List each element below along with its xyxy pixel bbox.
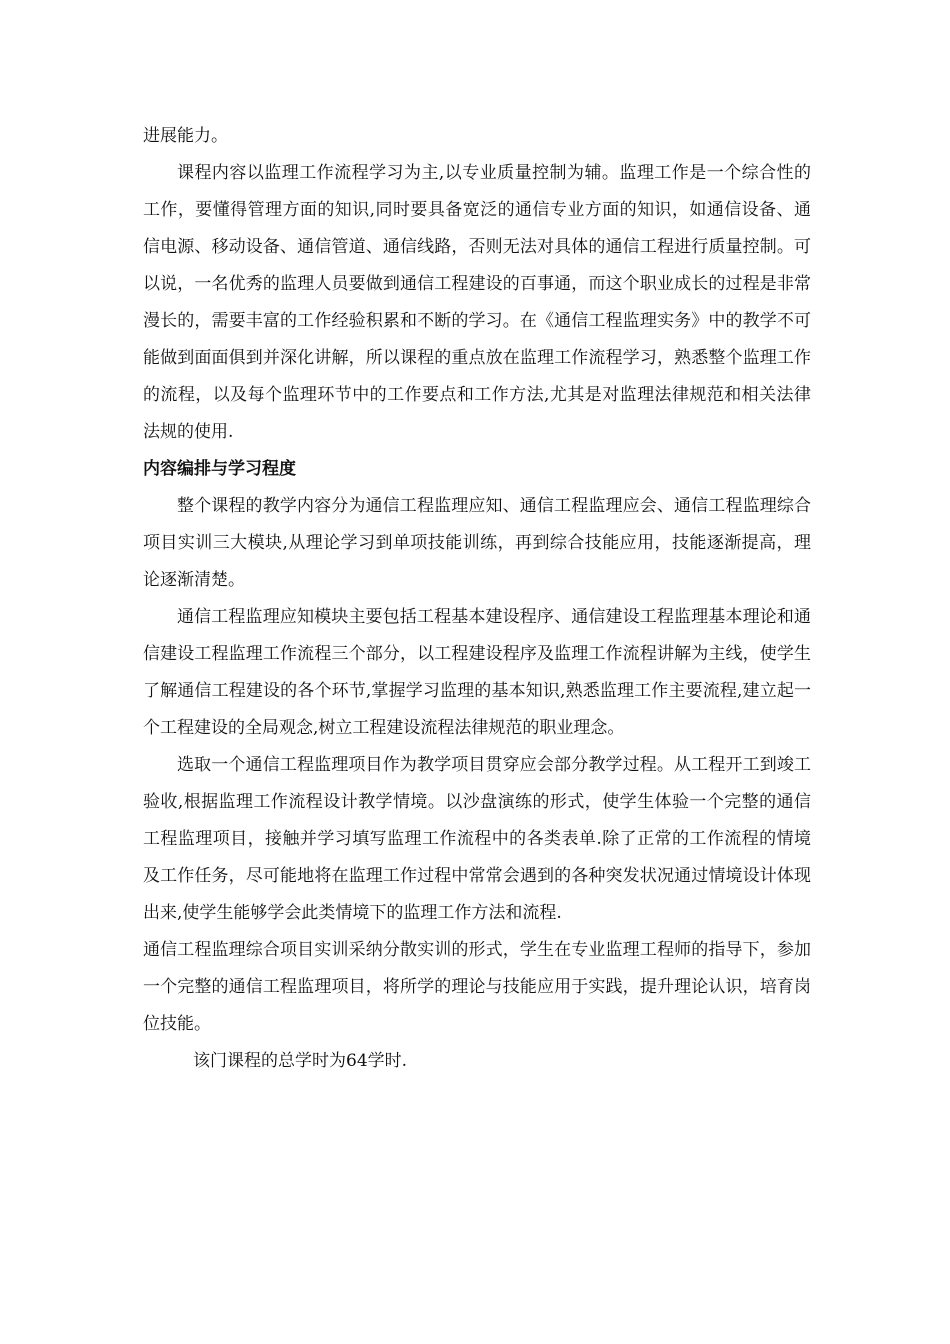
paragraph-course-content: 课程内容以监理工作流程学习为主,以专业质量控制为辅。监理工作是一个综合性的工作，要懂得管理方面的知识,同时要具备宽泛的通信专业方面的知识，如通信设备、通信电源、移动设备、通信管道、通信线路，否则无法对具体的通信工程进行质量控制。可以说，一名优秀的监理人员要做到通信工程建设的百事通，而这个职业成长的过程是非常漫长的，需要丰富的工作经验积累和不断的学习。在《通信工程监理实务》中的教学不可能做到面面俱到并深化讲解，所以课程的重点放在监理工作流程学习，熟悉整个监理工作的流程，以及每个监理环节中的工作要点和工作方法,尤其是对监理法律规范和相关法律法规的使用. (143, 163, 811, 442)
paragraph-practice-module: 选取一个通信工程监理项目作为教学项目贯穿应会部分教学过程。从工程开工到竣工验收,根据监理工作流程设计教学情境。以沙盘演练的形式，使学生体验一个完整的通信工程监理项目，接触并学习填写监理工作流程中的各类表单.除了正常的工作流程的情境及工作任务，尽可能地将在监理工作过程中常常会遇到的各种突发状况通过情境设计体现出来,使学生能够学会此类情境下的监理工作方法和流程. (143, 755, 811, 923)
section-heading: 内容编排与学习程度 (143, 459, 296, 479)
paragraph-training-module: 通信工程监理综合项目实训采纳分散实训的形式，学生在专业监理工程师的指导下，参加一个完整的通信工程监理项目，将所学的理论与技能应用于实践，提升理论认识，培育岗位技能。 (143, 940, 811, 1034)
paragraph-continuation: 进展能力。 (143, 126, 228, 146)
paragraph-knowledge-module: 通信工程监理应知模块主要包括工程基本建设程序、通信建设工程监理基本理论和通信建设工程监理工作流程三个部分，以工程建设程序及监理工作流程讲解为主线，使学生了解通信工程建设的各个环节,掌握学习监理的基本知识,熟悉监理工作主要流程,建立起一个工程建设的全局观念,树立工程建设流程法律规范的职业理念。 (143, 607, 811, 738)
paragraph-modules-overview: 整个课程的教学内容分为通信工程监理应知、通信工程监理应会、通信工程监理综合项目实训三大模块,从理论学习到单项技能训练，再到综合技能应用，技能逐渐提高，理论逐渐清楚。 (143, 496, 811, 590)
paragraph-total-hours: 该门课程的总学时为64学时. (193, 1051, 408, 1071)
document-body (143, 118, 811, 1080)
